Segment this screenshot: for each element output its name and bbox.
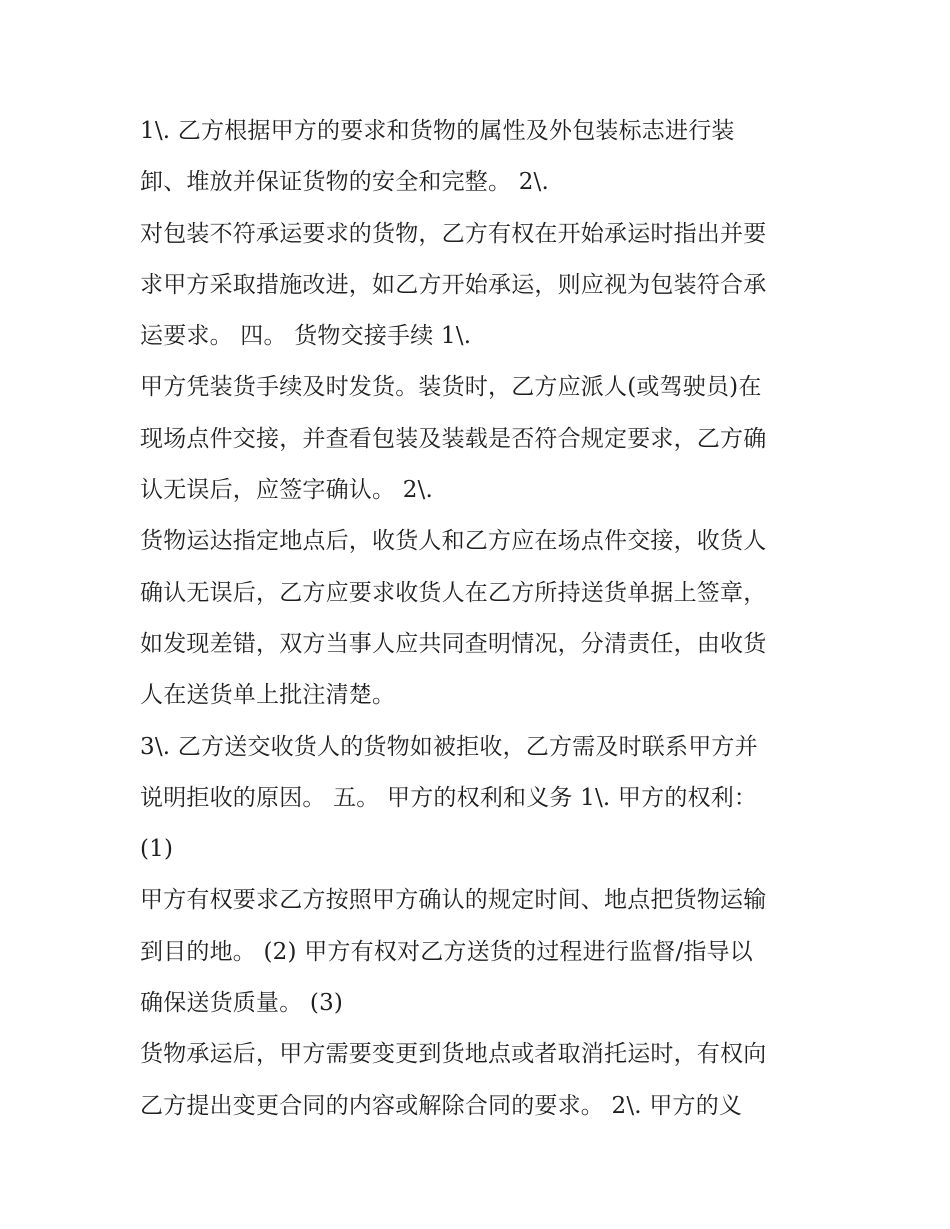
text-line: 说明拒收的原因。 五。 甲方的权利和义务 1\. 甲方的权利： <box>140 784 758 811</box>
document-body <box>140 110 820 1136</box>
text-line: 卸、堆放并保证货物的安全和完整。 2\. <box>140 169 550 196</box>
text-line: 人在送货单上批注清楚。 <box>140 682 396 709</box>
text-line: 运要求。 四。 货物交接手续 1\. <box>140 323 472 350</box>
text-line: 1\. 乙方根据甲方的要求和货物的属性及外包装标志进行装 <box>140 118 735 144</box>
text-line: 货物运达指定地点后，收货人和乙方应在场点件交接，收货人 <box>140 528 767 555</box>
text-line: 确认无误后，乙方应要求收货人在乙方所持送货单据上签章， <box>140 579 767 606</box>
text-line: 现场点件交接，并查看包装及装载是否符合规定要求，乙方确 <box>140 425 767 452</box>
text-line: 确保送货质量。 (3) <box>140 990 344 1017</box>
text-line: 求甲方采取措施改进，如乙方开始承运，则应视为包装符合承 <box>140 271 767 298</box>
text-line: (1) <box>140 836 174 863</box>
text-line: 3\. 乙方送交收货人的货物如被拒收，乙方需及时联系甲方并 <box>140 733 758 760</box>
text-line: 甲方有权要求乙方按照甲方确认的规定时间、地点把货物运输 <box>140 887 767 914</box>
text-line: 甲方凭装货手续及时发货。装货时，乙方应派人(或驾驶员)在 <box>140 374 762 401</box>
text-line: 货物承运后，甲方需要变更到货地点或者取消托运时，有权向 <box>140 1041 767 1068</box>
text-line: 如发现差错，双方当事人应共同查明情况，分清责任，由收货 <box>140 630 767 657</box>
text-line: 到目的地。 (2) 甲方有权对乙方送货的过程进行监督/指导以 <box>140 938 753 965</box>
text-line: 对包装不符承运要求的货物，乙方有权在开始承运时指出并要 <box>140 220 767 247</box>
text-line: 乙方提出变更合同的内容或解除合同的要求。 2\. 甲方的义 <box>140 1092 743 1119</box>
text-line: 认无误后，应签字确认。 2\. <box>140 477 434 504</box>
